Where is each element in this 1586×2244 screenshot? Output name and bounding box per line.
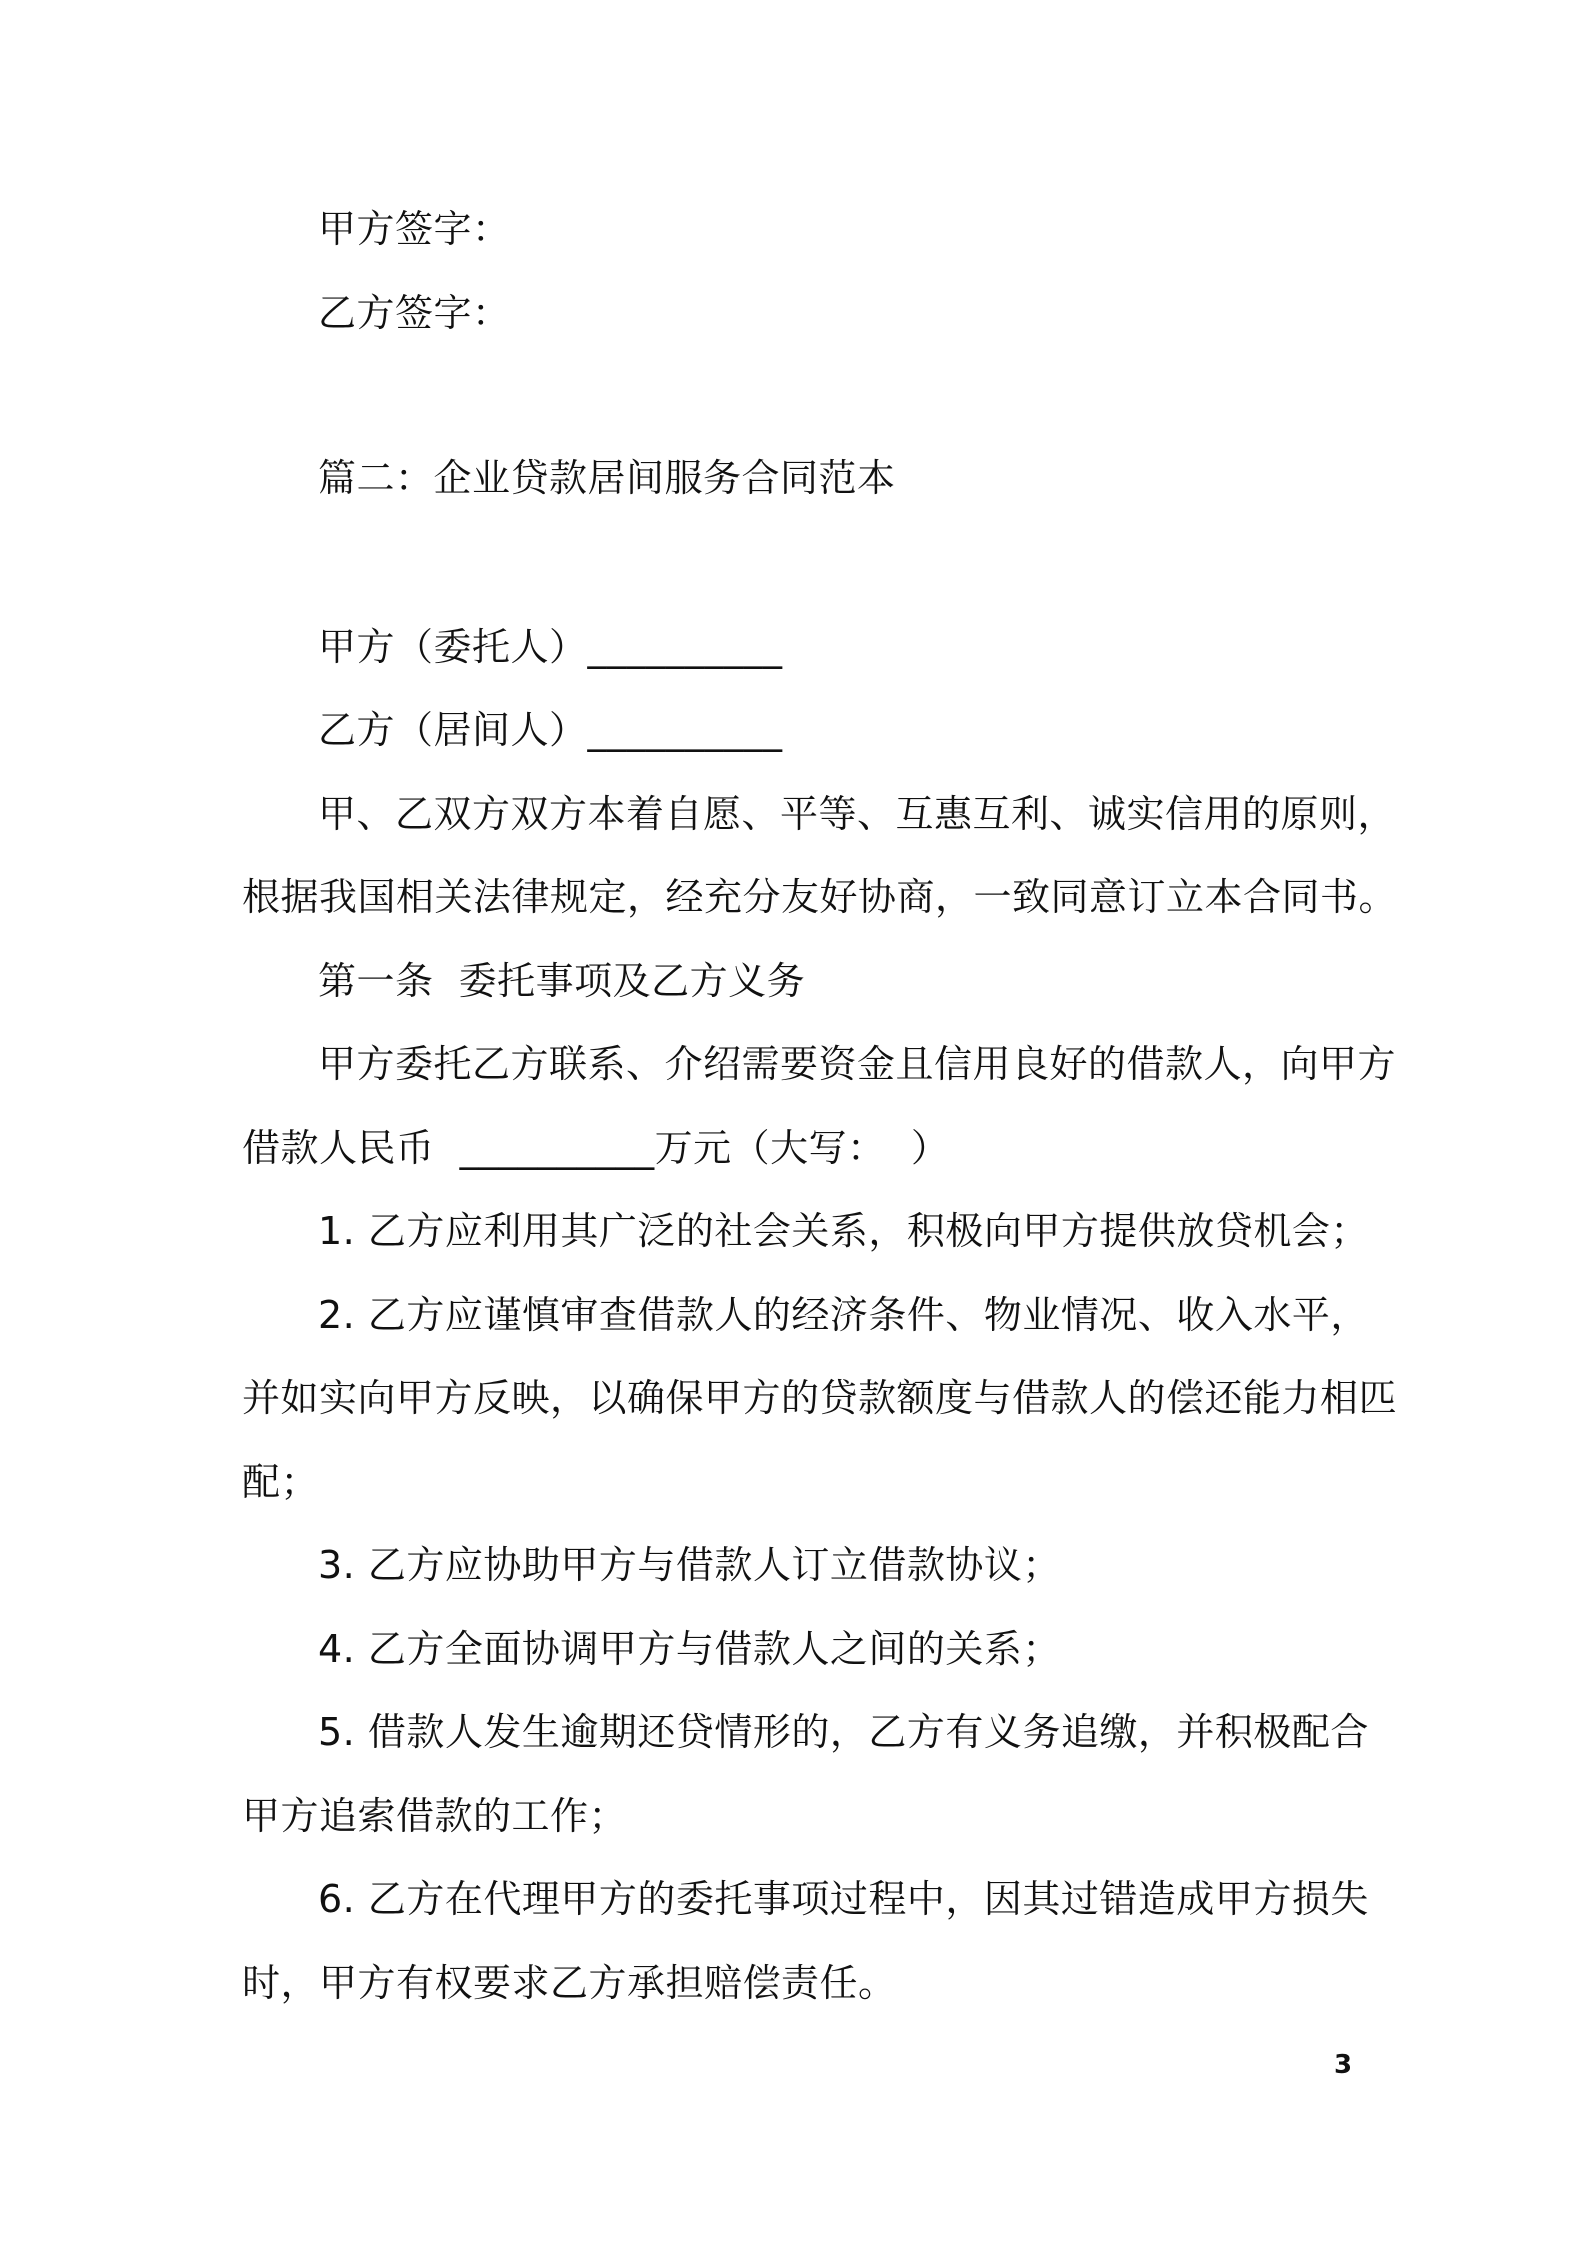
article-one-intro-line-2: 借款人民币 __________万元（大写： ） [242,1126,950,1170]
item-2-line-2: 并如实向甲方反映，以确保甲方的贷款额度与借款人的偿还能力相匹 [242,1376,1398,1420]
page-number: 3 [1334,2050,1353,2080]
item-6-line-2: 时，甲方有权要求乙方承担赔偿责任。 [242,1961,897,2005]
party-a-signature: 甲方签字： [318,207,511,251]
item-5-line-2: 甲方追索借款的工作； [242,1794,628,1838]
party-b-line: 乙方（居间人）__________ [318,708,783,752]
item-2-line-1: 2. 乙方应谨慎审查借款人的经济条件、物业情况、收入水平， [318,1293,1369,1337]
item-6-line-1: 6. 乙方在代理甲方的委托事项过程中，因其过错造成甲方损失 [318,1877,1369,1921]
item-2-line-3: 配； [242,1460,320,1504]
preamble-line-2: 根据我国相关法律规定，经充分友好协商，一致同意订立本合同书。 [242,875,1398,919]
preamble-line-1: 甲、乙双方双方本着自愿、平等、互惠互利、诚实信用的原则， [318,792,1397,836]
article-one-intro-line-1: 甲方委托乙方联系、介绍需要资金且信用良好的借款人，向甲方 [318,1042,1397,1086]
section-heading: 篇二：企业贷款居间服务合同范本 [318,456,896,500]
party-a-line: 甲方（委托人）__________ [318,625,783,669]
item-4: 4. 乙方全面协调甲方与借款人之间的关系； [318,1627,1061,1671]
item-3: 3. 乙方应协助甲方与借款人订立借款协议； [318,1543,1061,1587]
item-1: 1. 乙方应利用其广泛的社会关系，积极向甲方提供放贷机会； [318,1209,1369,1253]
article-one-title: 第一条 委托事项及乙方义务 [318,959,806,1003]
party-b-signature: 乙方签字： [318,291,511,335]
item-5-line-1: 5. 借款人发生逾期还贷情形的，乙方有义务追缴，并积极配合 [318,1710,1369,1754]
